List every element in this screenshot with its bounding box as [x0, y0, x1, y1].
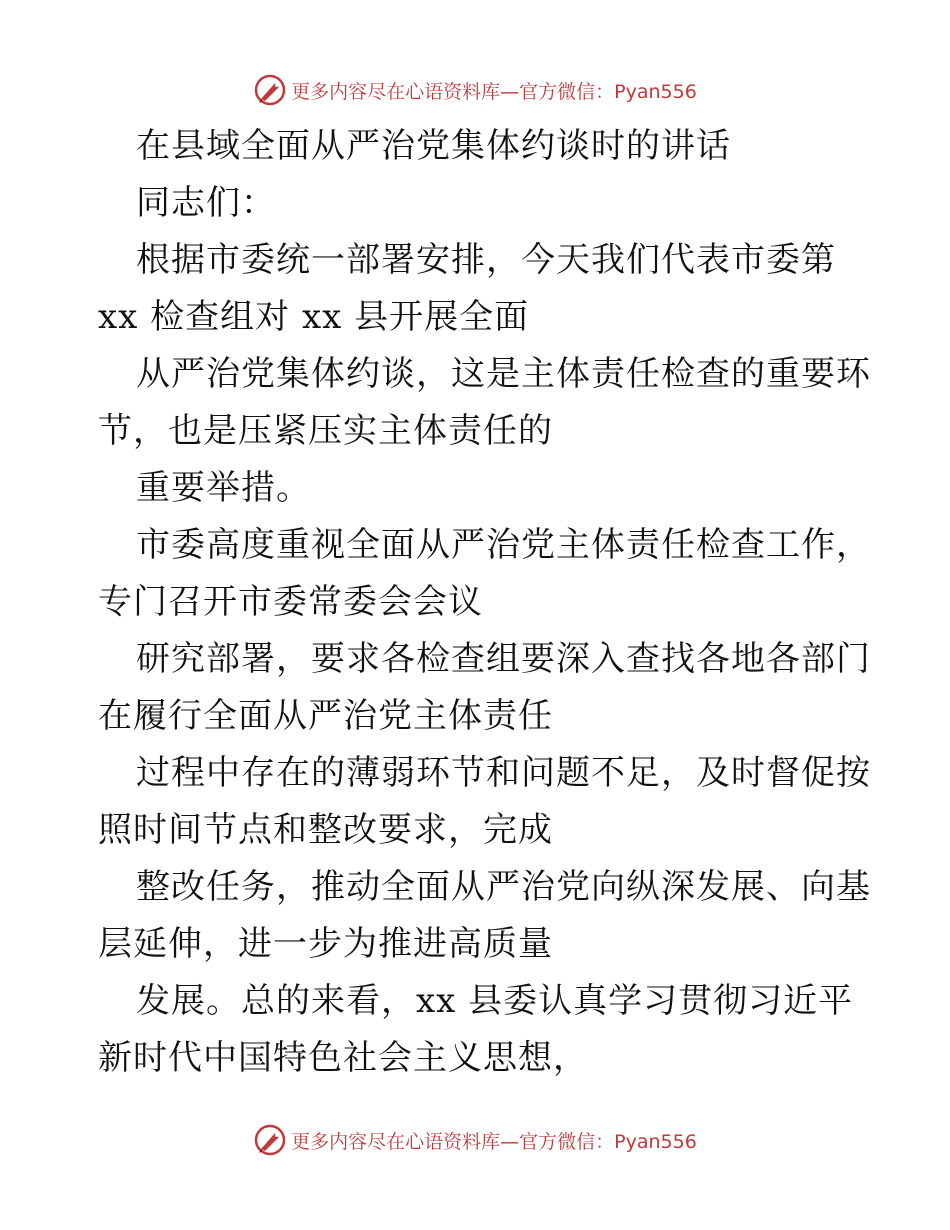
watermark-text: 更多内容尽在心语资料库—官方微信：Pyan556 — [291, 1130, 697, 1153]
watermark-text: 更多内容尽在心语资料库—官方微信：Pyan556 — [291, 80, 697, 103]
document-body — [98, 118, 871, 1087]
paragraph-line: 整改任务，推动全面从严治党向纵深发展、向基 — [136, 867, 871, 907]
watermark-footer — [0, 1120, 950, 1160]
paragraph-line: 研究部署，要求各检查组要深入查找各地各部门 — [136, 639, 871, 679]
paragraph-line: 在履行全面从严治党主体责任 — [98, 696, 553, 736]
paragraph-line: 照时间节点和整改要求，完成 — [98, 810, 553, 850]
paragraph-line: 节，也是压紧压实主体责任的 — [98, 411, 553, 451]
document-title: 在县域全面从严治党集体约谈时的讲话 — [136, 126, 731, 166]
paragraph-line: xx 检查组对 xx 县开展全面 — [98, 297, 530, 337]
pen-logo-icon — [253, 1123, 287, 1157]
paragraph-line: 过程中存在的薄弱环节和问题不足，及时督促按 — [136, 753, 871, 793]
watermark-header — [0, 70, 950, 110]
paragraph-line: 新时代中国特色社会主义思想， — [98, 1038, 588, 1078]
paragraph-line: 发展。总的来看，xx 县委认真学习贯彻习近平 — [136, 981, 854, 1021]
pen-logo-icon — [253, 73, 287, 107]
paragraph-line: 专门召开市委常委会会议 — [98, 582, 483, 622]
paragraph-line: 重要举措。 — [136, 468, 311, 508]
salutation: 同志们： — [136, 183, 276, 223]
paragraph-line: 根据市委统一部署安排，今天我们代表市委第 — [136, 240, 836, 280]
paragraph-line: 层延伸，进一步为推进高质量 — [98, 924, 553, 964]
paragraph-line: 从严治党集体约谈，这是主体责任检查的重要环 — [136, 354, 871, 394]
paragraph-line: 市委高度重视全面从严治党主体责任检查工作， — [136, 525, 871, 565]
